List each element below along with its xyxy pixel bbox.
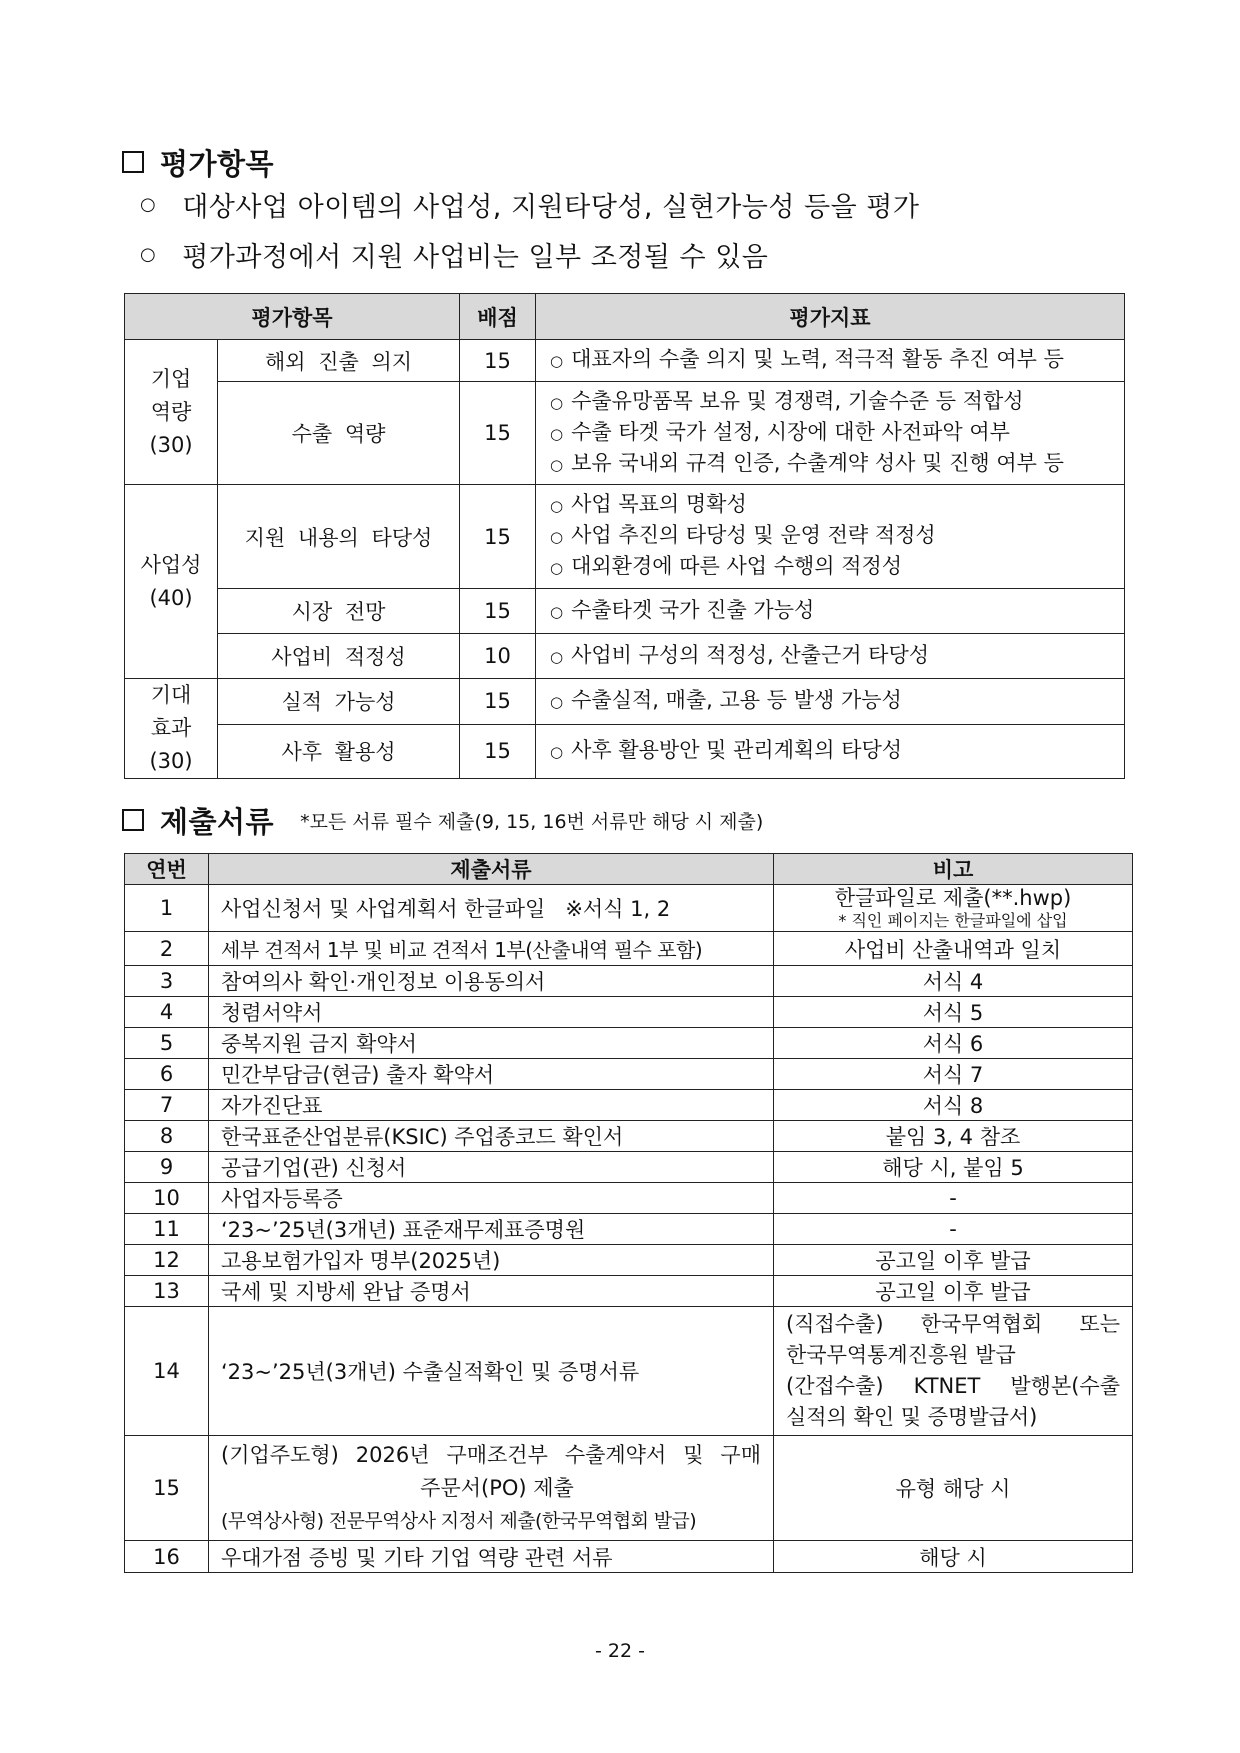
section-documents-note: *모든 서류 필수 제출(9, 15, 16번 서류만 해당 시 제출) xyxy=(300,810,764,833)
table-row xyxy=(125,634,1125,679)
table-row xyxy=(125,932,1133,966)
documents-table xyxy=(124,853,1133,1573)
circle-bullet-icon: ○ xyxy=(140,193,157,215)
table-row xyxy=(125,1276,1133,1307)
score-cell: 15 xyxy=(460,382,536,485)
indicator-cell: ○ 사업 목표의 명확성 ○ 사업 추진의 타당성 및 운영 전략 적정성 ○ 대외환경에 따른 사업 수행의 적정성 xyxy=(536,485,1125,589)
score-cell: 15 xyxy=(460,679,536,725)
section-documents-title: 제출서류 xyxy=(160,804,275,839)
item-cell: 해외 진출 의지 xyxy=(218,340,460,382)
table-row xyxy=(125,485,1125,589)
remarks-cell: 서식 8 xyxy=(774,1090,1133,1121)
item-cell: 시장 전망 xyxy=(218,589,460,634)
number-cell: 5 xyxy=(125,1028,209,1059)
table-row xyxy=(125,1183,1133,1214)
table-row xyxy=(125,1214,1133,1245)
table-row xyxy=(125,589,1125,634)
table-row xyxy=(125,1436,1133,1541)
document-cell: 청렴서약서 xyxy=(209,997,774,1028)
table-row xyxy=(125,1245,1133,1276)
table-row xyxy=(125,340,1125,382)
table-row xyxy=(125,1307,1133,1436)
header-eval-item: 평가항목 xyxy=(125,294,460,340)
section-evaluation-title: 평가항목 xyxy=(160,146,275,181)
indicator-cell: ○ 사후 활용방안 및 관리계획의 타당성 xyxy=(536,724,1125,778)
table-row xyxy=(125,1090,1133,1121)
remarks-cell: 유형 해당 시 xyxy=(774,1436,1133,1541)
table-row xyxy=(125,885,1133,932)
indicator-cell: ○ 사업비 구성의 적정성, 산출근거 타당성 xyxy=(536,634,1125,679)
indicator-cell: ○ 수출실적, 매출, 고용 등 발생 가능성 xyxy=(536,679,1125,725)
remarks-cell: 서식 7 xyxy=(774,1059,1133,1090)
number-cell: 14 xyxy=(125,1307,209,1436)
document-cell: 우대가점 증빙 및 기타 기업 역량 관련 서류 xyxy=(209,1541,774,1573)
document-cell: 세부 견적서 1부 및 비교 견적서 1부(산출내역 필수 포함) xyxy=(209,932,774,966)
header-score: 배점 xyxy=(460,294,536,340)
number-cell: 10 xyxy=(125,1183,209,1214)
square-bullet-icon xyxy=(122,151,144,173)
indicator-cell: ○ 수출유망품목 보유 및 경쟁력, 기술수준 등 적합성 ○ 수출 타겟 국가 설정, 시장에 대한 사전파악 여부 ○ 보유 국내외 규격 인증, 수출계약 성사 및 진행 여부 등 xyxy=(536,382,1125,485)
header-document: 제출서류 xyxy=(209,854,774,885)
table-row xyxy=(125,997,1133,1028)
number-cell: 13 xyxy=(125,1276,209,1307)
bullet-item xyxy=(140,184,919,224)
indicator-cell: ○ 대표자의 수출 의지 및 노력, 적극적 활동 추진 여부 등 xyxy=(536,340,1125,382)
number-cell: 3 xyxy=(125,966,209,997)
number-cell: 15 xyxy=(125,1436,209,1541)
remarks-cell: 사업비 산출내역과 일치 xyxy=(774,932,1133,966)
remarks-cell: - xyxy=(774,1214,1133,1245)
document-cell: ‘23~’25년(3개년) 표준재무제표증명원 xyxy=(209,1214,774,1245)
document-cell: (기업주도형) 2026년 구매조건부 수출계약서 및 구매 주문서(PO) 제출 (무역상사형) 전문무역상사 지정서 제출(한국무역협회 발급) xyxy=(209,1436,774,1541)
score-cell: 15 xyxy=(460,340,536,382)
document-cell: 공급기업(관) 신청서 xyxy=(209,1152,774,1183)
circle-bullet-icon: ○ xyxy=(140,243,157,265)
score-cell: 15 xyxy=(460,485,536,589)
remarks-cell: 서식 5 xyxy=(774,997,1133,1028)
remarks-cell: 해당 시, 붙임 5 xyxy=(774,1152,1133,1183)
number-cell: 2 xyxy=(125,932,209,966)
table-row xyxy=(125,724,1125,778)
section-documents-heading xyxy=(122,800,763,840)
item-cell: 지원 내용의 타당성 xyxy=(218,485,460,589)
document-cell: 사업자등록증 xyxy=(209,1183,774,1214)
remarks-cell: (직접수출) 한국무역협회 또는 한국무역통계진흥원 발급 (간접수출) KTNET 발행본(수출 실적의 확인 및 증명발급서) xyxy=(774,1307,1133,1436)
table-row xyxy=(125,1028,1133,1059)
category-cell: 기대 효과 (30) xyxy=(125,679,218,779)
remarks-cell: 공고일 이후 발급 xyxy=(774,1276,1133,1307)
remarks-cell: 붙임 3, 4 참조 xyxy=(774,1121,1133,1152)
category-cell: 기업 역량 (30) xyxy=(125,340,218,485)
header-indicator: 평가지표 xyxy=(536,294,1125,340)
number-cell: 6 xyxy=(125,1059,209,1090)
remarks-cell: 해당 시 xyxy=(774,1541,1133,1573)
remarks-cell: - xyxy=(774,1183,1133,1214)
item-cell: 사업비 적정성 xyxy=(218,634,460,679)
bullet-text: 평가과정에서 지원 사업비는 일부 조정될 수 있음 xyxy=(182,241,769,273)
number-cell: 16 xyxy=(125,1541,209,1573)
score-cell: 15 xyxy=(460,589,536,634)
number-cell: 1 xyxy=(125,885,209,932)
table-header-row xyxy=(125,294,1125,340)
document-cell: ‘23~’25년(3개년) 수출실적확인 및 증명서류 xyxy=(209,1307,774,1436)
table-row xyxy=(125,679,1125,725)
section-evaluation-heading xyxy=(122,142,274,182)
number-cell: 11 xyxy=(125,1214,209,1245)
document-cell: 국세 및 지방세 완납 증명서 xyxy=(209,1276,774,1307)
table-row xyxy=(125,1541,1133,1573)
document-cell: 자가진단표 xyxy=(209,1090,774,1121)
header-remarks: 비고 xyxy=(774,854,1133,885)
number-cell: 9 xyxy=(125,1152,209,1183)
item-cell: 수출 역량 xyxy=(218,382,460,485)
remarks-cell: 한글파일로 제출(**.hwp) * 직인 페이지는 한글파일에 삽입 xyxy=(774,885,1133,932)
remarks-cell: 서식 6 xyxy=(774,1028,1133,1059)
table-row xyxy=(125,1059,1133,1090)
table-row xyxy=(125,1152,1133,1183)
remarks-cell: 공고일 이후 발급 xyxy=(774,1245,1133,1276)
score-cell: 15 xyxy=(460,724,536,778)
header-number: 연번 xyxy=(125,854,209,885)
remarks-cell: 서식 4 xyxy=(774,966,1133,997)
square-bullet-icon xyxy=(122,809,144,831)
page-number: - 22 - xyxy=(595,1640,645,1662)
category-cell: 사업성 (40) xyxy=(125,485,218,679)
document-cell: 고용보험가입자 명부(2025년) xyxy=(209,1245,774,1276)
table-row xyxy=(125,966,1133,997)
bullet-item xyxy=(140,234,768,274)
number-cell: 12 xyxy=(125,1245,209,1276)
table-header-row xyxy=(125,854,1133,885)
number-cell: 8 xyxy=(125,1121,209,1152)
document-cell: 중복지원 금지 확약서 xyxy=(209,1028,774,1059)
evaluation-table xyxy=(124,293,1125,779)
table-row xyxy=(125,1121,1133,1152)
number-cell: 7 xyxy=(125,1090,209,1121)
document-cell: 민간부담금(현금) 출자 확약서 xyxy=(209,1059,774,1090)
item-cell: 실적 가능성 xyxy=(218,679,460,725)
bullet-text: 대상사업 아이템의 사업성, 지원타당성, 실현가능성 등을 평가 xyxy=(182,191,920,223)
item-cell: 사후 활용성 xyxy=(218,724,460,778)
document-cell: 참여의사 확인·개인정보 이용동의서 xyxy=(209,966,774,997)
document-cell: 사업신청서 및 사업계획서 한글파일 ※서식 1, 2 xyxy=(209,885,774,932)
document-cell: 한국표준산업분류(KSIC) 주업종코드 확인서 xyxy=(209,1121,774,1152)
circle-bullet-icon: ○ xyxy=(550,352,564,370)
score-cell: 10 xyxy=(460,634,536,679)
number-cell: 4 xyxy=(125,997,209,1028)
table-row xyxy=(125,382,1125,485)
indicator-cell: ○ 수출타겟 국가 진출 가능성 xyxy=(536,589,1125,634)
